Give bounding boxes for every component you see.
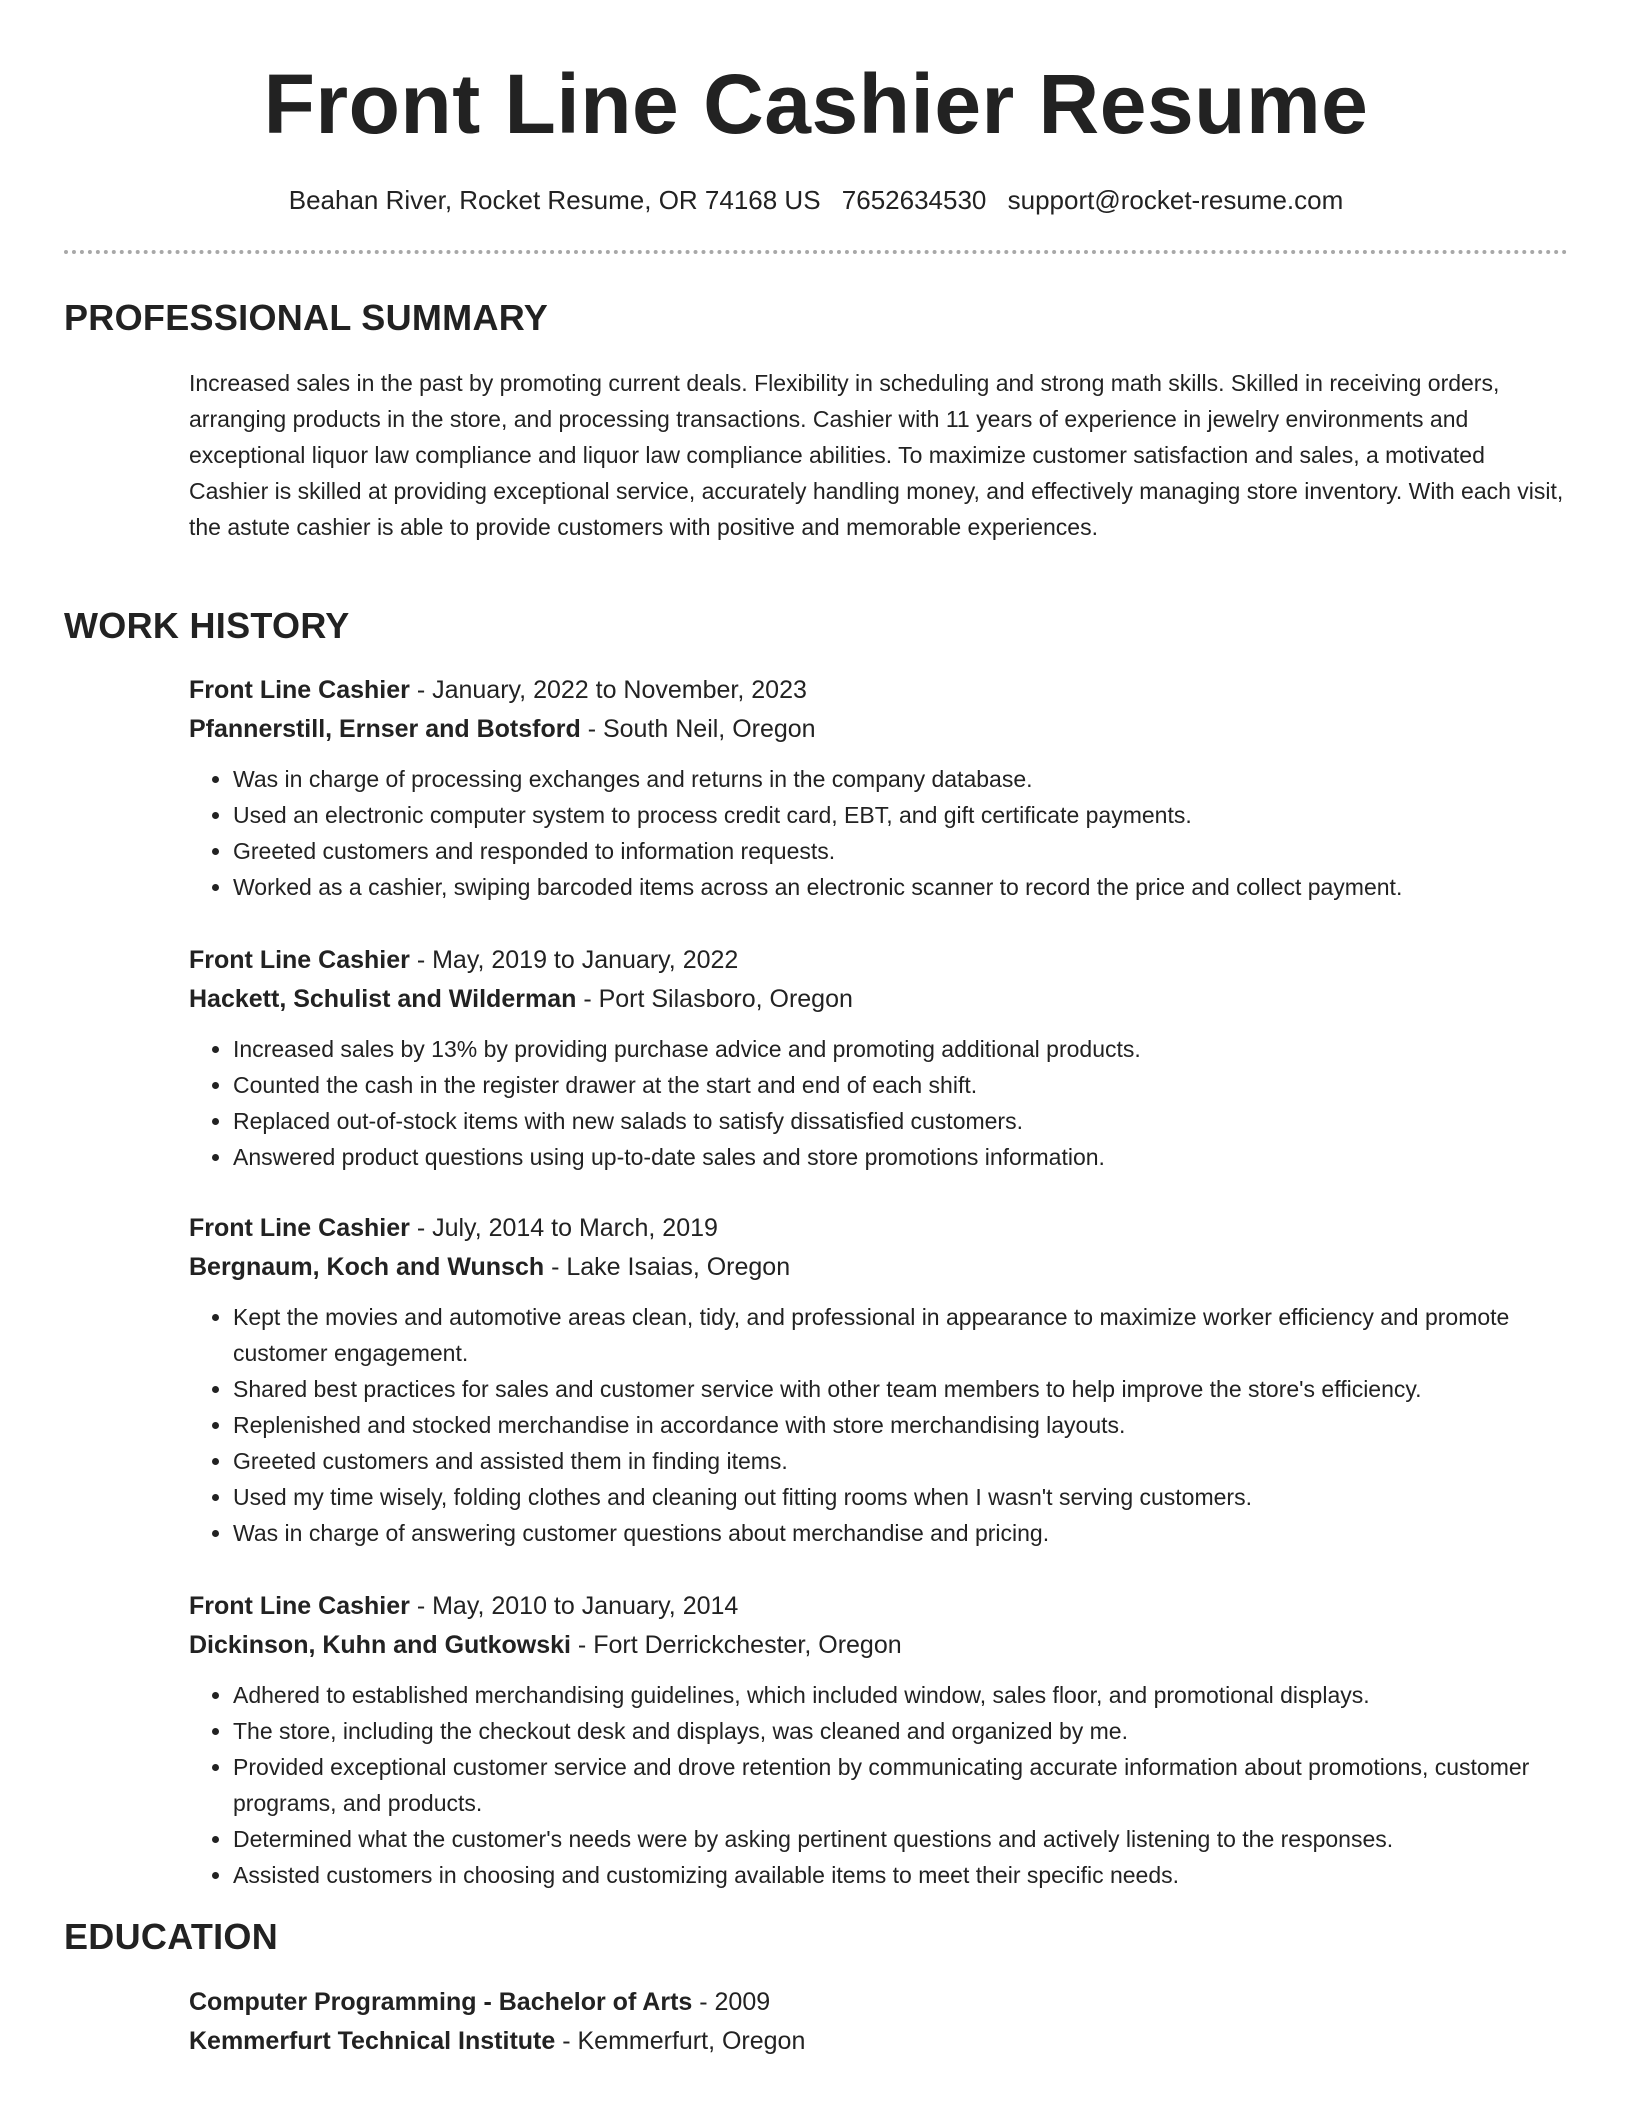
job-bullet: • Provided exceptional customer service and drove retention by communicating accurate information about promotions, customer programs, and products. [233,1749,1564,1821]
job-entry [189,1209,1564,1551]
job-company: Pfannerstill, Ernser and Botsford [189,715,581,743]
job-dates: - January, 2022 to November, 2023 [409,676,807,704]
job-bullets [189,1677,1564,1893]
job-title: Front Line Cashier [189,946,410,974]
job-company: Hackett, Schulist and Wilderman [189,985,577,1013]
job-company: Bergnaum, Koch and Wunsch [189,1253,545,1281]
job-title-line [189,1209,1564,1248]
job-company-line [189,980,1564,1019]
job-dates: - July, 2014 to March, 2019 [409,1214,718,1242]
degree-year: - 2009 [692,1988,771,2016]
job-bullet: • The store, including the checkout desk and displays, was cleaned and organized by me. [233,1713,1564,1749]
job-bullet: • Kept the movies and automotive areas clean, tidy, and professional in appearance to maximize worker efficiency and promote customer engagement. [233,1299,1564,1371]
job-bullet: • Greeted customers and assisted them in finding items. [233,1443,1564,1479]
job-bullet: • Replaced out-of-stock items with new salads to satisfy dissatisfied customers. [233,1103,1564,1139]
summary-heading: PROFESSIONAL SUMMARY [64,297,549,338]
job-bullet: • Greeted customers and responded to information requests. [233,833,1564,869]
job-entry [189,671,1564,905]
education-heading: EDUCATION [64,1916,279,1957]
job-title: Front Line Cashier [189,1214,410,1242]
job-bullet: • Replenished and stocked merchandise in accordance with store merchandising layouts. [233,1407,1564,1443]
resume-title: Front Line Cashier Resume [263,57,1369,151]
job-location: - South Neil, Oregon [580,715,816,743]
summary-text: Increased sales in the past by promoting current deals. Flexibility in scheduling and strong math skills. Skilled in receiving orders, arranging products in the store, and processing transactions. Cashier with 11 years of experience in jewelry environments and exceptional liquor law compliance and liquor law compliance abilities. To maximize customer satisfaction and sales, a motivated Cashier is skilled at providing exceptional service, accurately handling money, and effectively managing store inventory. With each visit, the astute cashier is able to provide customers with positive and memorable experiences. [189,370,1564,540]
job-bullet: • Worked as a cashier, swiping barcoded items across an electronic scanner to record the price and collect payment. [233,869,1564,905]
job-bullet: • Determined what the customer's needs were by asking pertinent questions and actively listening to the responses. [233,1821,1564,1857]
job-bullet: • Was in charge of processing exchanges and returns in the company database. [233,761,1564,797]
header-divider [64,250,1568,254]
job-title-line [189,941,1564,980]
degree-line [189,1983,1564,2022]
job-bullet: • Assisted customers in choosing and customizing available items to meet their specific needs. [233,1857,1564,1893]
school-location: - Kemmerfurt, Oregon [555,2027,806,2055]
school: Kemmerfurt Technical Institute [189,2027,556,2055]
job-bullet: • Counted the cash in the register drawer at the start and end of each shift. [233,1067,1564,1103]
job-location: - Fort Derrickchester, Oregon [570,1631,902,1659]
job-dates: - May, 2019 to January, 2022 [409,946,739,974]
job-title-line [189,671,1564,710]
job-company-line [189,1248,1564,1287]
school-line [189,2022,1564,2061]
job-title: Front Line Cashier [189,1592,410,1620]
job-entry [189,941,1564,1175]
job-bullet: • Adhered to established merchandising guidelines, which included window, sales floor, and promotional displays. [233,1677,1564,1713]
job-company-line [189,710,1564,749]
job-location: - Lake Isaias, Oregon [544,1253,791,1281]
degree: Computer Programming - Bachelor of Arts [189,1988,693,2016]
job-title: Front Line Cashier [189,676,410,704]
contact-address: Beahan River, Rocket Resume, OR 74168 US [288,185,821,215]
job-bullets [189,761,1564,905]
job-bullet: • Answered product questions using up-to-date sales and store promotions information. [233,1139,1564,1175]
contact-line [0,182,1632,218]
education-entry [189,1983,1564,2061]
work-history-heading: WORK HISTORY [64,605,350,646]
job-bullets [189,1299,1564,1551]
job-bullet: • Used my time wisely, folding clothes and cleaning out fitting rooms when I wasn't serving customers. [233,1479,1564,1515]
job-company: Dickinson, Kuhn and Gutkowski [189,1631,571,1659]
job-bullet: • Shared best practices for sales and customer service with other team members to help improve the store's efficiency. [233,1371,1564,1407]
job-entry [189,1587,1564,1893]
job-bullets [189,1031,1564,1175]
job-location: - Port Silasboro, Oregon [576,985,853,1013]
job-bullet: • Used an electronic computer system to process credit card, EBT, and gift certificate payments. [233,797,1564,833]
job-bullet: • Was in charge of answering customer questions about merchandise and pricing. [233,1515,1564,1551]
job-title-line [189,1587,1564,1626]
job-bullet: • Increased sales by 13% by providing purchase advice and promoting additional products. [233,1031,1564,1067]
job-company-line [189,1626,1564,1665]
job-dates: - May, 2010 to January, 2014 [409,1592,739,1620]
contact-phone: 7652634530 [841,185,987,215]
contact-email: support@rocket-resume.com [1007,185,1344,215]
